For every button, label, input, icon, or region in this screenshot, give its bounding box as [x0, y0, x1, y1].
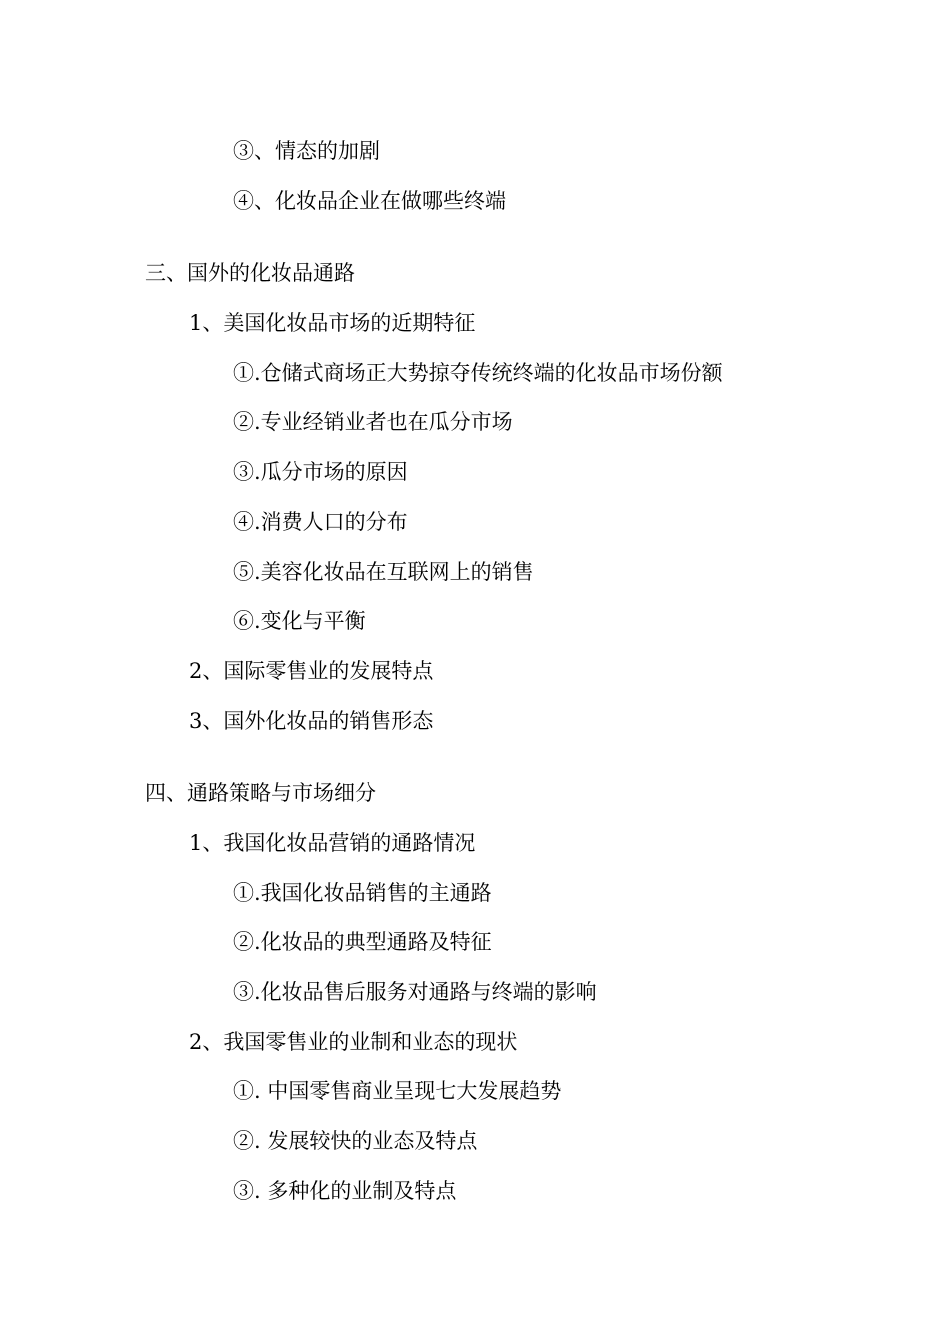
outline-item: ①.仓储式商场正大势掠夺传统终端的化妆品市场份额	[233, 361, 723, 385]
subsection-heading: 2、我国零售业的业制和业态的现状	[189, 1030, 518, 1054]
outline-item: ①.我国化妆品销售的主通路	[233, 881, 492, 905]
section-heading: 三、国外的化妆品通路	[145, 261, 355, 285]
section-heading: 四、通路策略与市场细分	[145, 781, 376, 805]
outline-item: ⑥.变化与平衡	[233, 609, 366, 633]
subsection-heading: 1、我国化妆品营销的通路情况	[189, 831, 476, 855]
subsection-heading: 1、美国化妆品市场的近期特征	[189, 311, 476, 335]
outline-item: ①. 中国零售商业呈现七大发展趋势	[233, 1079, 562, 1103]
outline-item: ③. 多种化的业制及特点	[233, 1179, 457, 1203]
outline-item: ④.消费人口的分布	[233, 510, 408, 534]
outline-item: ③.瓜分市场的原因	[233, 460, 408, 484]
outline-item: ②.专业经销业者也在瓜分市场	[233, 410, 513, 434]
outline-item: ②. 发展较快的业态及特点	[233, 1129, 478, 1153]
outline-item: ④、化妆品企业在做哪些终端	[233, 189, 506, 213]
subsection-heading: 3、国外化妆品的销售形态	[189, 709, 434, 733]
outline-item: ②.化妆品的典型通路及特征	[233, 930, 492, 954]
outline-item: ③、情态的加剧	[233, 139, 380, 163]
subsection-heading: 2、国际零售业的发展特点	[189, 659, 434, 683]
outline-item: ③.化妆品售后服务对通路与终端的影响	[233, 980, 597, 1004]
outline-item: ⑤.美容化妆品在互联网上的销售	[233, 560, 534, 584]
